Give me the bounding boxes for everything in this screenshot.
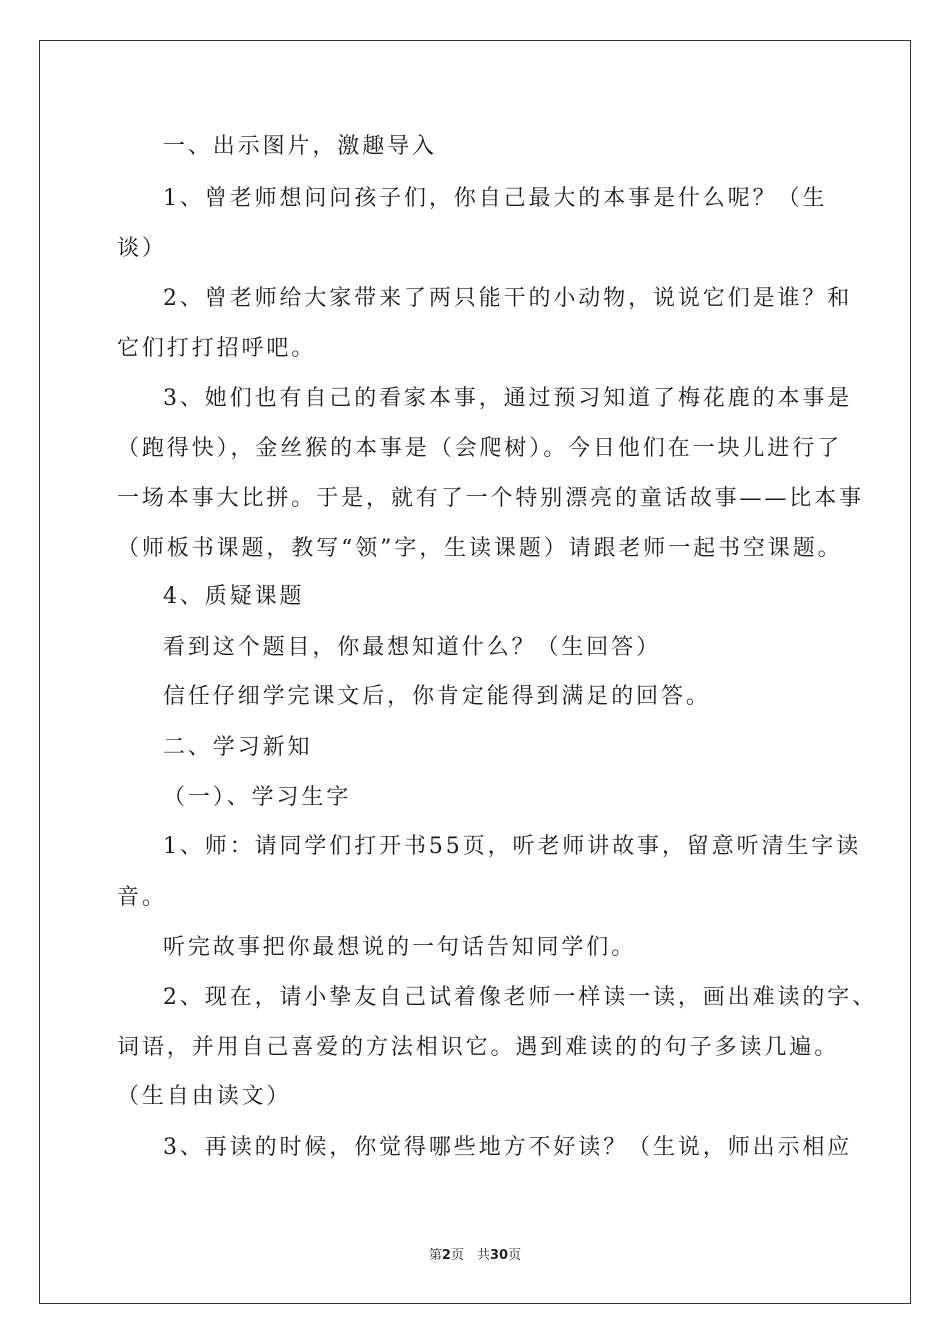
text-line: 3、再读的时候，你觉得哪些地方不好读？（生说，师出示相应 bbox=[163, 1135, 853, 1160]
text-line: 看到这个题目，你最想知道什么？（生回答） bbox=[163, 635, 662, 660]
text-line: （生自由读文） bbox=[117, 1084, 292, 1109]
text-line: 4、质疑课题 bbox=[163, 584, 305, 609]
text-line: 一场本事大比拼。于是，就有了一个特别漂亮的童话故事——比本事 bbox=[117, 486, 865, 511]
text-line: 它们打打招呼吧。 bbox=[117, 336, 317, 361]
text-line: （跑得快），金丝猴的本事是（会爬树）。今日他们在一块儿进行了 bbox=[117, 436, 843, 461]
text-line: 3、她们也有自己的看家本事，通过预习知道了梅花鹿的本事是 bbox=[163, 386, 853, 411]
text-line: （师板书课题，教写“领”字，生读课题）请跟老师一起书空课题。 bbox=[117, 536, 843, 561]
text-line: （一）、学习生字 bbox=[163, 785, 352, 810]
text-line: 2、现在，请小挚友自己试着像老师一样读一读，画出难读的字、 bbox=[163, 985, 878, 1010]
footer-suffix: 页 bbox=[508, 1248, 522, 1263]
text-line: 1、师：请同学们打开书55页，听老师讲故事，留意听清生字读 bbox=[163, 834, 862, 859]
text-line: 一、出示图片，激趣导入 bbox=[163, 134, 437, 159]
footer-mid: 页 共 bbox=[450, 1248, 490, 1263]
text-line: 听完故事把你最想说的一句话告知同学们。 bbox=[163, 935, 637, 960]
page-border bbox=[39, 40, 911, 1304]
page-footer bbox=[0, 1244, 950, 1263]
text-line: 信任仔细学完课文后，你肯定能得到满足的回答。 bbox=[163, 684, 711, 709]
text-line: 二、学习新知 bbox=[163, 735, 313, 760]
text-line: 词语，并用自己喜爱的方法相识它。遇到难读的的句子多读几遍。 bbox=[117, 1035, 840, 1060]
footer-page-total: 30 bbox=[489, 1248, 509, 1263]
text-line: 音。 bbox=[117, 885, 167, 910]
text-line: 2、曾老师给大家带来了两只能干的小动物，说说它们是谁？和 bbox=[163, 286, 853, 311]
footer-prefix: 第 bbox=[428, 1248, 442, 1263]
text-line: 1、曾老师想问问孩子们，你自己最大的本事是什么呢？（生 bbox=[163, 186, 828, 211]
footer-page-current: 2 bbox=[441, 1248, 451, 1263]
text-line: 谈） bbox=[117, 236, 167, 261]
